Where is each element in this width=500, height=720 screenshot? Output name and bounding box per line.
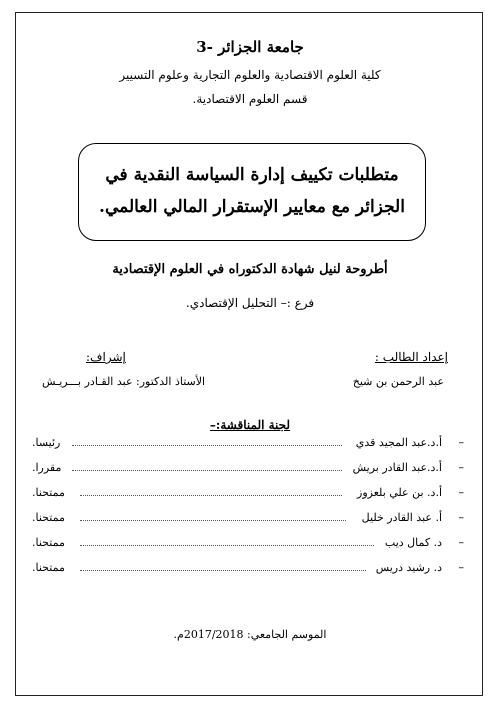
bullet-dash: – bbox=[458, 536, 464, 549]
member-name: أ. عبد القادر خليل bbox=[361, 511, 442, 524]
member-name: أ.د.عبد المجيد قدي bbox=[355, 436, 442, 449]
faculty-name: كلية العلوم الاقتصادية والعلوم التجارية وعلوم التسيير bbox=[119, 68, 381, 82]
university-name: جامعة الجزائر -3 bbox=[196, 38, 304, 56]
bullet-dash: – bbox=[458, 561, 464, 574]
member-role: ممتحنا. bbox=[32, 536, 65, 549]
member-name: أ.د.عبد القادر بريش bbox=[352, 461, 442, 474]
member-name: د. كمال ديب bbox=[384, 536, 442, 549]
branch-label: فرع :– التحليل الإقتصادي. bbox=[185, 296, 315, 310]
dotted-leader bbox=[80, 520, 346, 521]
committee-member bbox=[32, 511, 464, 527]
member-role: ممتحنا. bbox=[32, 561, 65, 574]
member-name: د. رشيد دريس bbox=[375, 561, 442, 574]
bullet-dash: – bbox=[458, 461, 464, 474]
committee-member bbox=[32, 436, 464, 452]
thesis-title-line-1: متطلبات تكييف إدارة السياسة النقدية في bbox=[105, 165, 399, 185]
committee-heading-text: لجنة المناقشة:– bbox=[209, 418, 291, 432]
committee-member bbox=[32, 536, 464, 552]
dotted-leader bbox=[80, 495, 342, 496]
academic-season: الموسم الجامعي: 2017/2018م. bbox=[173, 628, 327, 641]
supervisor-name: الأستاذ الدكتور: عبد القـادر بـــريـش bbox=[42, 375, 206, 388]
dotted-leader bbox=[72, 445, 342, 446]
bullet-dash: – bbox=[458, 486, 464, 499]
member-role: رئيسا. bbox=[32, 436, 61, 449]
dotted-leader bbox=[80, 545, 374, 546]
supervisor-heading: إشراف: bbox=[86, 350, 126, 364]
dotted-leader bbox=[80, 570, 366, 571]
thesis-title-box bbox=[78, 143, 426, 241]
member-role: ممتحنا. bbox=[32, 486, 65, 499]
student-heading: إعداد الطالب : bbox=[374, 350, 448, 364]
member-role: ممتحنا. bbox=[32, 511, 65, 524]
student-name: عبد الرحمن بن شيخ bbox=[352, 375, 444, 388]
member-name: أ.د. بن علي بلعزوز bbox=[357, 486, 442, 499]
department-name: قسم العلوم الاقتصادية. bbox=[192, 92, 308, 106]
bullet-dash: – bbox=[458, 436, 464, 449]
committee-member bbox=[32, 461, 464, 477]
member-role: مقررا. bbox=[32, 461, 62, 474]
thesis-description: أطروحة لنيل شهادة الدكتوراه في العلوم الإقتصادية bbox=[112, 262, 388, 277]
thesis-title-line-2: الجزائر مع معايير الإستقرار المالي العالمي. bbox=[99, 197, 405, 217]
committee-member bbox=[32, 486, 464, 502]
bullet-dash: – bbox=[458, 511, 464, 524]
dotted-leader bbox=[72, 470, 342, 471]
committee-member bbox=[32, 561, 464, 577]
committee-heading bbox=[0, 418, 500, 432]
